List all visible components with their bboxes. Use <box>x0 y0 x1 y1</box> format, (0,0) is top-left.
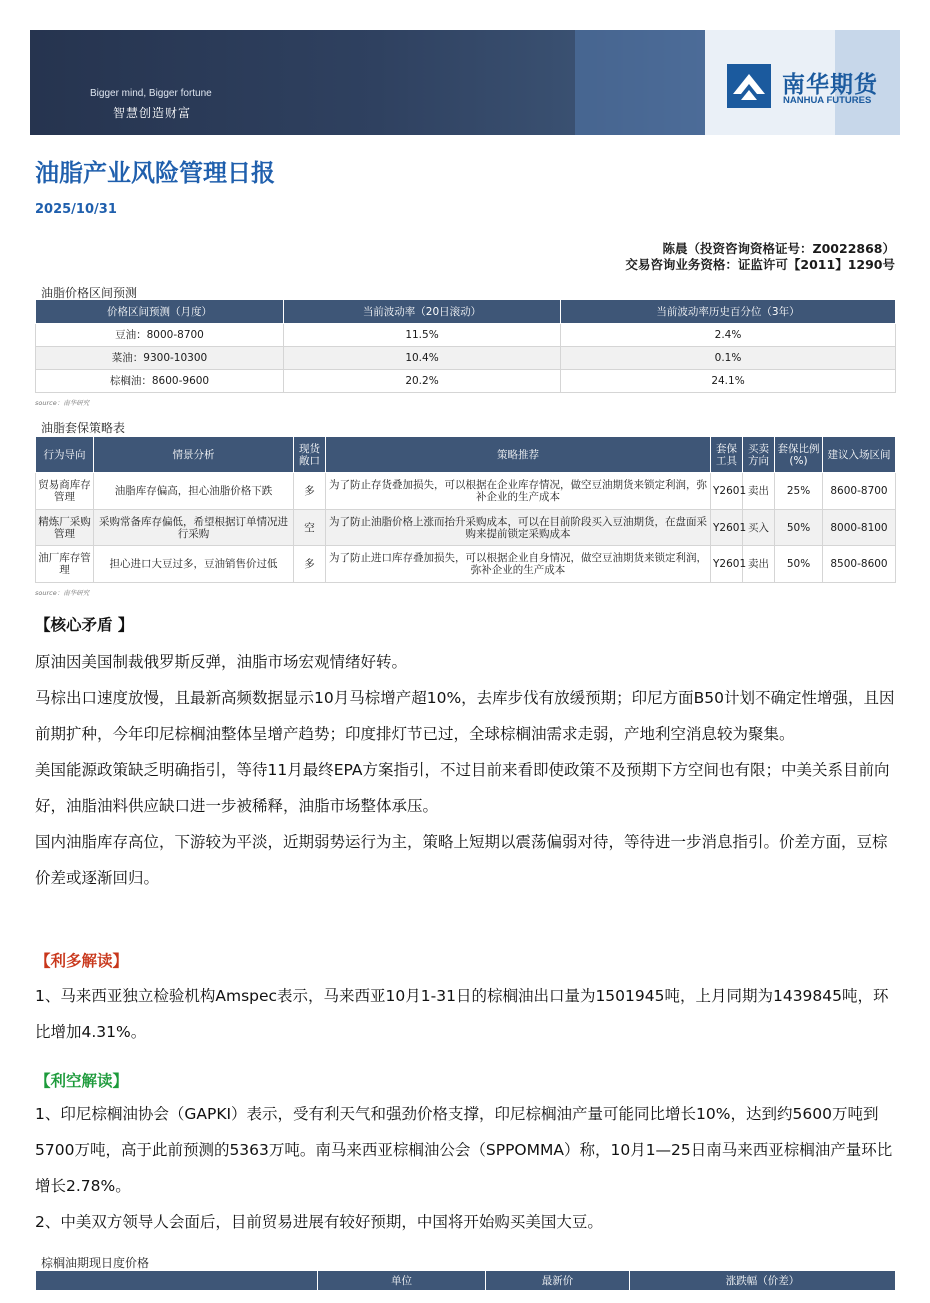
table-cell: 为了防止油脂价格上涨而抬升采购成本，可以在目前阶段买入豆油期货，在盘面采购来提前锁定采购成本 <box>326 510 711 546</box>
slogan-chinese: 智慧创造财富 <box>113 106 192 120</box>
analyst-name: 陈晨（投资咨询资格证号：Z0022868） <box>662 241 895 256</box>
table-row <box>36 324 896 347</box>
table-cell: 多 <box>294 546 326 583</box>
table-header: 建议入场区间 <box>823 437 896 473</box>
slogan-english: Bigger mind, Bigger fortune <box>90 88 212 99</box>
table-row <box>36 510 896 546</box>
table-cell: 0.1% <box>561 347 896 370</box>
table-row <box>36 473 896 510</box>
table-header: 最新价 <box>486 1271 630 1291</box>
source-note: source：南华研究 <box>35 399 90 407</box>
bearish-heading: 【利空解读】 <box>35 1072 129 1090</box>
table-header: 套保工具 <box>711 437 743 473</box>
core-contradiction-heading: 【核心矛盾 】 <box>35 616 134 634</box>
table-cell: 10.4% <box>284 347 561 370</box>
table-row <box>36 347 896 370</box>
table-cell: 2.4% <box>561 324 896 347</box>
table-row <box>36 370 896 393</box>
table-cell: 豆油：8000-8700 <box>36 324 284 347</box>
company-name-chinese: 南华期货 <box>782 72 878 98</box>
table-cell: 担心进口大豆过多，豆油销售价过低 <box>94 546 294 583</box>
table-cell: 24.1% <box>561 370 896 393</box>
table-header: 情景分析 <box>94 437 294 473</box>
table-cell: 50% <box>775 510 823 546</box>
paragraph: 1、马来西亚独立检验机构Amspec表示，马来西亚10月1-31日的棕榈油出口量为1501945吨，上月同期为1439845吨，环比增加4.31%。 <box>35 987 889 1041</box>
table-header <box>36 1271 318 1291</box>
table-cell: 空 <box>294 510 326 546</box>
table-cell: 菜油：9300-10300 <box>36 347 284 370</box>
paragraph: 国内油脂库存高位，下游较为平淡，近期弱势运行为主，策略上短期以震荡偏弱对待，等待进一步消息指引。价差方面，豆棕价差或逐渐回归。 <box>35 833 888 887</box>
table-cell: 油脂库存偏高，担心油脂价格下跌 <box>94 473 294 510</box>
table-cell: 买入 <box>743 510 775 546</box>
report-date: 2025/10/31 <box>35 202 117 217</box>
table-header: 单位 <box>318 1271 486 1291</box>
analyst-info <box>625 241 895 273</box>
table-cell: 多 <box>294 473 326 510</box>
table-cell: 20.2% <box>284 370 561 393</box>
table-header: 现货敞口 <box>294 437 326 473</box>
paragraph: 1、印尼棕榈油协会（GAPKI）表示，受有利天气和强劲价格支撑，印尼棕榈油产量可能同比增长10%，达到约5600万吨到5700万吨，高于此前预测的5363万吨。南马来西亚棕榈油公会（SPPOMMA）称，10月1—25日南马来西亚棕榈油产量环比增长2.78%。 <box>35 1105 893 1195</box>
table-cell: 为了防止进口库存叠加损失，可以根据企业自身情况，做空豆油期货来锁定利润，弥补企业的生产成本 <box>326 546 711 583</box>
table-cell: Y2601 <box>711 546 743 583</box>
table-cell: 采购常备库存偏低，希望根据订单情况进行采购 <box>94 510 294 546</box>
table-cell: 8600-8700 <box>823 473 896 510</box>
table-cell: 50% <box>775 546 823 583</box>
table-header: 套保比例(%) <box>775 437 823 473</box>
source-note: source：南华研究 <box>35 589 90 597</box>
table-cell: 为了防止存货叠加损失，可以根据在企业库存情况，做空豆油期货来锁定利润，弥补企业的生产成本 <box>326 473 711 510</box>
header-banner <box>30 30 900 135</box>
company-name-english: NANHUA FUTURES <box>783 95 872 106</box>
report-title: 油脂产业风险管理日报 <box>35 159 275 187</box>
table-cell: 卖出 <box>743 473 775 510</box>
table-cell: 精炼厂采购管理 <box>36 510 94 546</box>
bullish-body <box>35 978 897 1050</box>
paragraph: 原油因美国制裁俄罗斯反弹，油脂市场宏观情绪好转。 <box>35 653 408 671</box>
table-cell: 油厂库存管理 <box>36 546 94 583</box>
table-cell: Y2601 <box>711 473 743 510</box>
nanhua-logo-icon <box>727 64 771 108</box>
hedge-table-label: 油脂套保策略表 <box>41 421 126 435</box>
bullish-heading: 【利多解读】 <box>35 952 129 970</box>
table-header: 买卖方向 <box>743 437 775 473</box>
table-header: 当前波动率历史百分位（3年） <box>561 300 896 324</box>
table-cell: 8000-8100 <box>823 510 896 546</box>
table-cell: 贸易商库存管理 <box>36 473 94 510</box>
paragraph: 马棕出口速度放慢，且最新高频数据显示10月马棕增产超10%，去库步伐有放缓预期；印尼方面B50计划不确定性增强，且因前期扩种，今年印尼棕榈油整体呈增产趋势；印度排灯节已过，全球棕榈油需求走弱，产地利空消息较为聚集。 <box>35 689 895 743</box>
table-header: 价格区间预测（月度） <box>36 300 284 324</box>
bearish-body <box>35 1096 897 1240</box>
table-cell: 卖出 <box>743 546 775 583</box>
table-header: 策略推荐 <box>326 437 711 473</box>
paragraph: 2、中美双方领导人会面后，目前贸易进展有较好预期，中国将开始购买美国大豆。 <box>35 1213 603 1231</box>
paragraph: 美国能源政策缺乏明确指引，等待11月最终EPA方案指引，不过目前来看即使政策不及预期下方空间也有限；中美关系目前向好，油脂油料供应缺口进一步被稀释，油脂市场整体承压。 <box>35 761 890 815</box>
license-info: 交易咨询业务资格：证监许可【2011】1290号 <box>625 257 895 272</box>
table-cell: 8500-8600 <box>823 546 896 583</box>
table-cell: 棕榈油：8600-9600 <box>36 370 284 393</box>
table-header: 行为导向 <box>36 437 94 473</box>
table-cell: 25% <box>775 473 823 510</box>
banner-decoration <box>575 30 705 135</box>
price-range-table-label: 油脂价格区间预测 <box>41 286 138 300</box>
palm-price-table <box>35 1270 896 1291</box>
hedge-strategy-table <box>35 436 896 583</box>
table-header: 涨跌幅（价差） <box>630 1271 896 1291</box>
core-contradiction-body <box>35 644 897 896</box>
table-cell: 11.5% <box>284 324 561 347</box>
table-header: 当前波动率（20日滚动） <box>284 300 561 324</box>
palm-price-table-label: 棕榈油期现日度价格 <box>41 1256 150 1270</box>
price-range-table <box>35 299 896 393</box>
table-row <box>36 546 896 583</box>
table-cell: Y2601 <box>711 510 743 546</box>
